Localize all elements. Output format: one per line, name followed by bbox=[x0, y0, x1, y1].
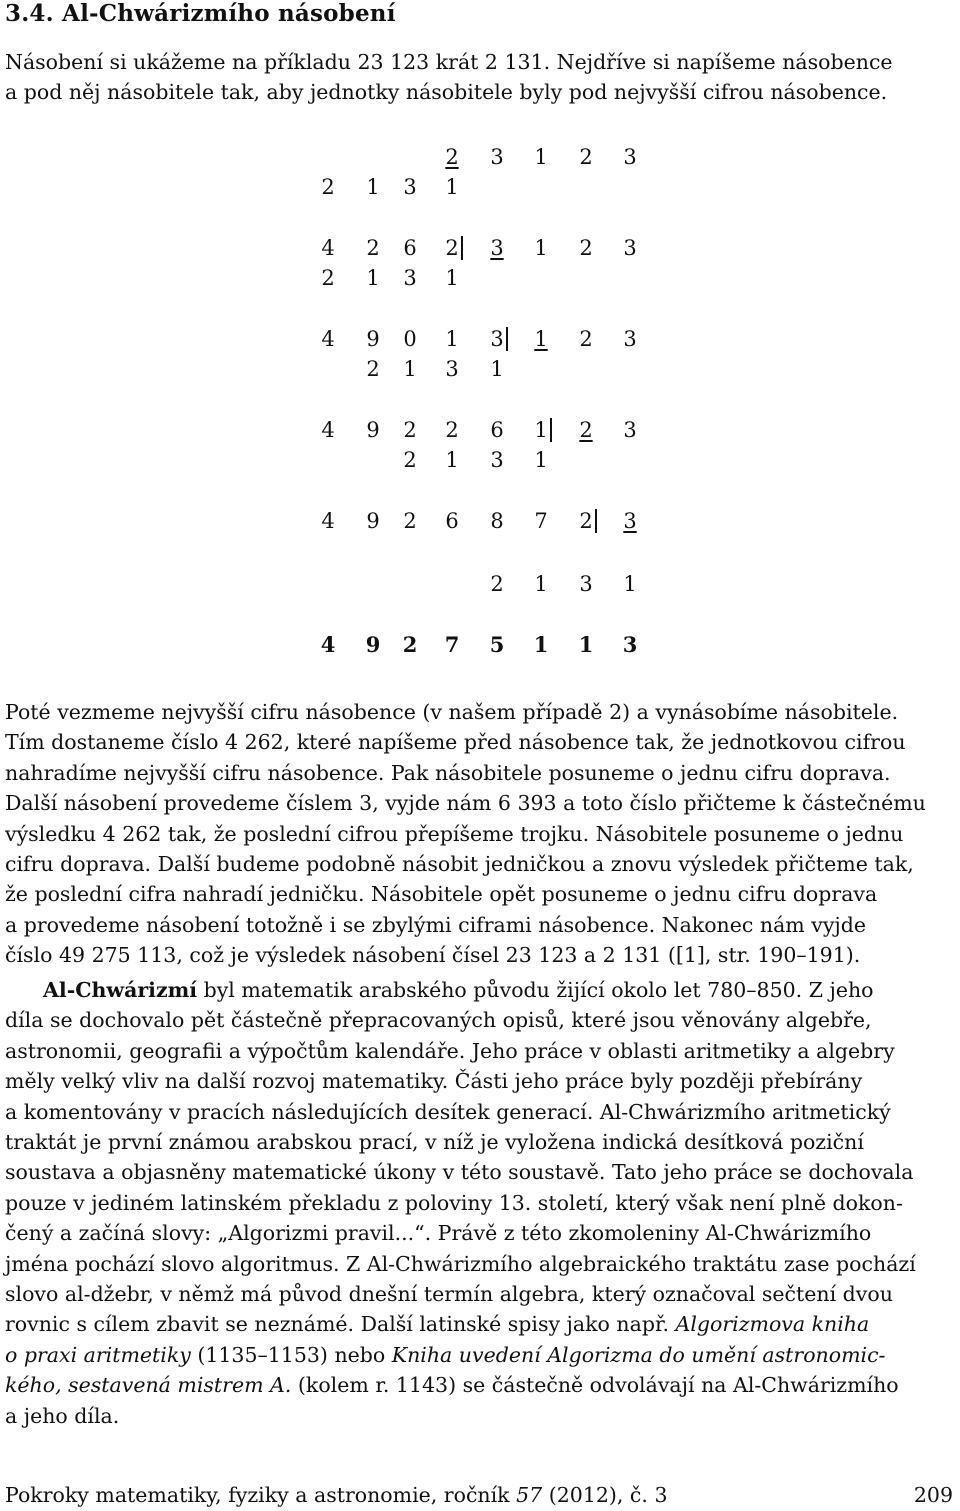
scheme-digit: 2 bbox=[579, 236, 593, 260]
bio-line: čený a začíná slovy: „Algorizmi pravil...“. Právě z této zkomoleniny Al-Chwárizmího bbox=[5, 1221, 872, 1246]
scheme-digit: 1 bbox=[366, 266, 380, 290]
scheme-digit: 3 bbox=[490, 327, 504, 351]
scheme-digit: 1 bbox=[534, 327, 548, 351]
book-title-italic: kého, sestavená mistrem A. bbox=[5, 1373, 292, 1398]
scheme-digit: 1 bbox=[534, 572, 548, 596]
scheme-digit: 1 bbox=[534, 448, 548, 472]
scheme-digit: 3 bbox=[403, 266, 417, 290]
separator-bar bbox=[595, 509, 597, 533]
journal-volume: 57 bbox=[516, 1483, 543, 1507]
bio-line: jména pochází slovo algoritmus. Z Al-Chwárizmího algebraického traktátu zase pochází bbox=[5, 1251, 916, 1276]
bio-line14-plain: (kolem r. 1143) se částečně odvolávají na Al-Chwárizmího bbox=[291, 1373, 899, 1398]
scheme-digit: 9 bbox=[366, 327, 380, 351]
explanation-paragraph bbox=[5, 697, 953, 971]
scheme-digit: 1 bbox=[534, 418, 548, 442]
scheme-digit: 2 bbox=[579, 145, 593, 169]
page-number: 209 bbox=[913, 1483, 953, 1507]
separator-bar bbox=[506, 327, 508, 351]
scheme-digit: 3 bbox=[623, 509, 637, 533]
scheme-digit: 2 bbox=[366, 236, 380, 260]
explanation-line: Tím dostaneme číslo 4 262, které napíšeme před násobence tak, že jednotkovou cifrou bbox=[5, 730, 906, 755]
bio-name: Al-Chwárizmí bbox=[43, 978, 198, 1002]
scheme-digit: 1 bbox=[445, 448, 459, 472]
bio-line: a jeho díla. bbox=[5, 1403, 120, 1428]
result-digit: 2 bbox=[402, 632, 418, 657]
journal-prefix: Pokroky matematiky, fyziky a astronomie, ročník bbox=[5, 1483, 517, 1507]
journal-suffix: (2012), č. 3 bbox=[542, 1483, 668, 1507]
scheme-digit: 3 bbox=[490, 145, 504, 169]
result-digit: 4 bbox=[320, 632, 336, 657]
scheme-digit: 4 bbox=[321, 236, 335, 260]
scheme-digit: 6 bbox=[403, 236, 417, 260]
scheme-digit: 1 bbox=[623, 572, 637, 596]
explanation-line: a provedeme násobení totožně i se zbylými ciframi násobence. Nakonec nám vyjde bbox=[5, 912, 867, 937]
scheme-digit: 1 bbox=[445, 175, 459, 199]
scheme-digit: 3 bbox=[579, 572, 593, 596]
bio-line: pouze v jediném latinském překladu z poloviny 13. století, který však není plně dokon- bbox=[5, 1190, 903, 1215]
scheme-digit: 1 bbox=[403, 357, 417, 381]
scheme-digit: 7 bbox=[534, 509, 548, 533]
scheme-digit: 2 bbox=[445, 418, 459, 442]
page-footer bbox=[5, 1481, 953, 1509]
bio-line bbox=[5, 1370, 953, 1400]
scheme-digit: 2 bbox=[579, 418, 593, 442]
scheme-digit: 3 bbox=[490, 236, 504, 260]
intro-line-2: a pod něj násobitele tak, aby jednotky násobitele byly pod nejvyšší cifrou násobence. bbox=[5, 80, 888, 105]
bio-line bbox=[5, 1309, 953, 1339]
result-digit: 1 bbox=[578, 632, 594, 657]
separator-bar bbox=[461, 236, 463, 260]
scheme-digit: 3 bbox=[623, 327, 637, 351]
biography-paragraph bbox=[5, 975, 953, 1431]
explanation-line: Poté vezmeme nejvyšší cifru násobence (v našem případě 2) a vynásobíme násobitele. bbox=[5, 700, 899, 724]
bio-line: astronomii, geografii a výpočtům kalendáře. Jeho práce v oblasti aritmetiky a algebry bbox=[5, 1038, 895, 1063]
result-digit: 9 bbox=[365, 632, 381, 657]
bio-line bbox=[5, 975, 953, 1005]
bio-first-line-text: byl matematik arabského původu žijící okolo let 780–850. Z jeho bbox=[197, 978, 874, 1002]
scheme-digit: 2 bbox=[366, 357, 380, 381]
explanation-line: nahradíme nejvyšší cifru násobence. Pak násobitele posuneme o jednu cifru doprava. bbox=[5, 760, 891, 785]
bio-line: měly velký vliv na další rozvoj matematiky. Části jeho práce byly později přebírány bbox=[5, 1069, 863, 1094]
scheme-digit: 1 bbox=[445, 327, 459, 351]
bio-line: a komentovány v pracích následujících desítek generací. Al-Chwárizmího aritmetický bbox=[5, 1099, 891, 1124]
scheme-digit: 3 bbox=[445, 357, 459, 381]
scheme-digit: 4 bbox=[321, 418, 335, 442]
bio-line: díla se dochovalo pět částečně přepracovaných opisů, které jsou věnovány algebře, bbox=[5, 1008, 872, 1033]
scheme-digit: 4 bbox=[321, 509, 335, 533]
explanation-line: číslo 49 275 113, což je výsledek násobení čísel 23 123 a 2 131 ([1], str. 190–191). bbox=[5, 943, 861, 968]
explanation-line: Další násobení provedeme číslem 3, vyjde nám 6 393 a toto číslo přičteme k částečnému bbox=[5, 791, 926, 816]
bio-line: soustava a objasněny matematické úkony v této soustavě. Tato jeho práce se dochovala bbox=[5, 1160, 914, 1185]
scheme-digit: 6 bbox=[445, 509, 459, 533]
result-digit: 5 bbox=[489, 632, 505, 657]
scheme-digit: 6 bbox=[490, 418, 504, 442]
book-title-italic: o praxi aritmetiky bbox=[5, 1342, 191, 1367]
intro-line-1: Násobení si ukážeme na příkladu 23 123 krát 2 131. Nejdříve si napíšeme násobence bbox=[5, 50, 893, 74]
scheme-digit: 9 bbox=[366, 509, 380, 533]
scheme-digit: 2 bbox=[403, 448, 417, 472]
scheme-digit: 2 bbox=[445, 145, 459, 169]
scheme-digit: 3 bbox=[623, 145, 637, 169]
bio-line13-plain: (1135–1153) nebo bbox=[190, 1342, 392, 1367]
scheme-digit: 2 bbox=[321, 175, 335, 199]
scheme-digit: 1 bbox=[534, 236, 548, 260]
section-heading: 3.4. Al-Chwárizmího násobení bbox=[5, 0, 396, 27]
scheme-digit: 1 bbox=[445, 266, 459, 290]
scheme-digit: 3 bbox=[623, 236, 637, 260]
result-digit: 7 bbox=[444, 632, 460, 657]
explanation-line: že poslední cifra nahradí jedničku. Násobitele opět posuneme o jednu cifru doprava bbox=[5, 882, 878, 907]
scheme-digit: 1 bbox=[366, 175, 380, 199]
scheme-digit: 3 bbox=[490, 448, 504, 472]
scheme-digit: 2 bbox=[579, 327, 593, 351]
scheme-digit: 3 bbox=[623, 418, 637, 442]
scheme-digit: 0 bbox=[403, 327, 417, 351]
scheme-digit: 2 bbox=[490, 572, 504, 596]
scheme-digit: 1 bbox=[534, 145, 548, 169]
bio-line12-plain: rovnic s cílem zbavit se neznámé. Další latinské spisy jako např. bbox=[5, 1312, 676, 1337]
book-title-italic: Kniha uvedení Algorizma do umění astronomic- bbox=[391, 1342, 886, 1367]
scheme-digit: 1 bbox=[490, 357, 504, 381]
scheme-digit: 2 bbox=[403, 509, 417, 533]
scheme-digit: 2 bbox=[445, 236, 459, 260]
bio-line bbox=[5, 1340, 953, 1370]
scheme-digit: 3 bbox=[403, 175, 417, 199]
explanation-line: cifru doprava. Další budeme podobně násobit jedničkou a znovu výsledek přičteme tak, bbox=[5, 852, 914, 877]
scheme-digit: 8 bbox=[490, 509, 504, 533]
book-title-italic: Algorizmova kniha bbox=[675, 1312, 870, 1337]
scheme-digit: 2 bbox=[403, 418, 417, 442]
bio-line: traktát je první známou arabskou prací, v níž je vyložena indická desítková poziční bbox=[5, 1130, 864, 1155]
scheme-digit: 4 bbox=[321, 327, 335, 351]
scheme-digit: 2 bbox=[321, 266, 335, 290]
bio-line: slovo al-džebr, v němž má původ dnešní termín algebra, který označoval sečtení dvou bbox=[5, 1282, 893, 1307]
scheme-digit: 2 bbox=[579, 509, 593, 533]
result-digit: 3 bbox=[622, 632, 638, 657]
separator-bar bbox=[550, 418, 552, 442]
multiplication-scheme bbox=[0, 0, 960, 680]
scheme-digit: 9 bbox=[366, 418, 380, 442]
explanation-line: výsledku 4 262 tak, že poslední cifrou přepíšeme trojku. Násobitele posuneme o jednu bbox=[5, 821, 904, 846]
result-digit: 1 bbox=[533, 632, 549, 657]
